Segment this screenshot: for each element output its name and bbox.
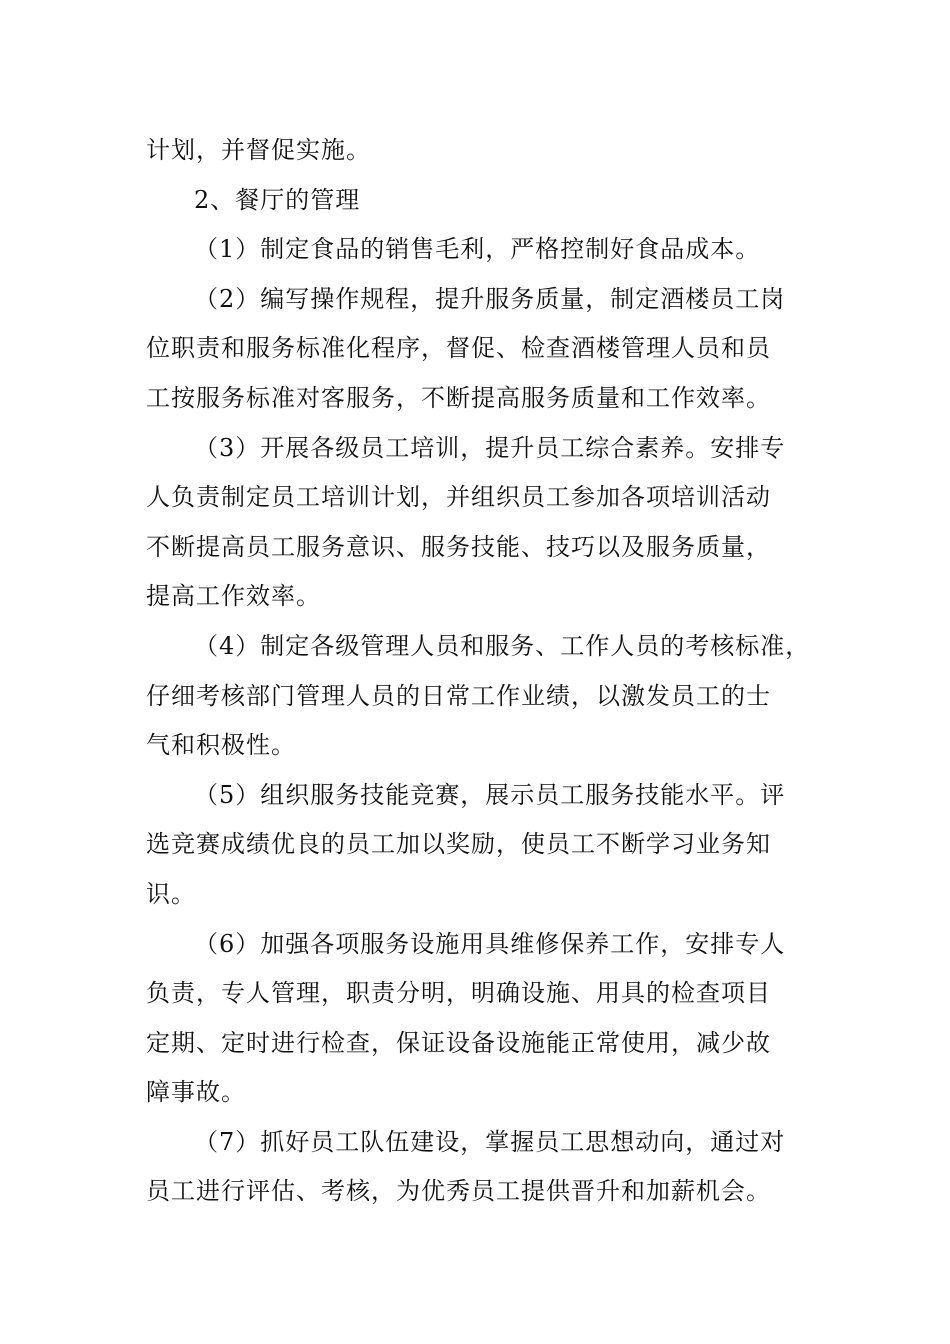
text-line: （6）加强各项服务设施用具维修保养工作，安排专人: [194, 930, 786, 958]
text-line: （5）组织服务技能竞赛，展示员工服务技能水平。评: [194, 781, 786, 809]
text-line: 工按服务标准对客服务，不断提高服务质量和工作效率。: [146, 384, 771, 412]
section-heading: 2、餐厅的管理: [194, 186, 361, 214]
text-line: 负责，专人管理，职责分明，明确设施、用具的检查项目: [146, 979, 771, 1007]
text-line: （7）抓好员工队伍建设，掌握员工思想动向，通过对: [194, 1128, 786, 1156]
text-line: 气和积极性。: [146, 731, 296, 759]
text-line: 提高工作效率。: [146, 582, 321, 610]
text-line: 障事故。: [146, 1078, 246, 1106]
text-line: 员工进行评估、考核，为优秀员工提供晋升和加薪机会。: [146, 1177, 771, 1205]
text-line: 位职责和服务标准化程序，督促、检查酒楼管理人员和员: [146, 334, 771, 362]
text-line: 选竞赛成绩优良的员工加以奖励，使员工不断学习业务知: [146, 830, 771, 858]
text-line: 定期、定时进行检查，保证设备设施能正常使用，减少故: [146, 1029, 771, 1057]
text-line: 识。: [146, 880, 196, 908]
text-line: 人负责制定员工培训计划，并组织员工参加各项培训活动: [146, 483, 771, 511]
text-line: （1）制定食品的销售毛利，严格控制好食品成本。: [194, 235, 761, 263]
text-line: 仔细考核部门管理人员的日常工作业绩，以激发员工的士: [146, 682, 771, 710]
text-line: （2）编写操作规程，提升服务质量，制定酒楼员工岗: [194, 285, 786, 313]
text-line: 计划，并督促实施。: [146, 136, 371, 164]
text-line: （4）制定各级管理人员和服务、工作人员的考核标准，: [194, 632, 811, 660]
text-line: 不断提高员工服务意识、服务技能、技巧以及服务质量，: [146, 533, 771, 561]
text-line: （3）开展各级员工培训，提升员工综合素养。安排专: [194, 434, 786, 462]
